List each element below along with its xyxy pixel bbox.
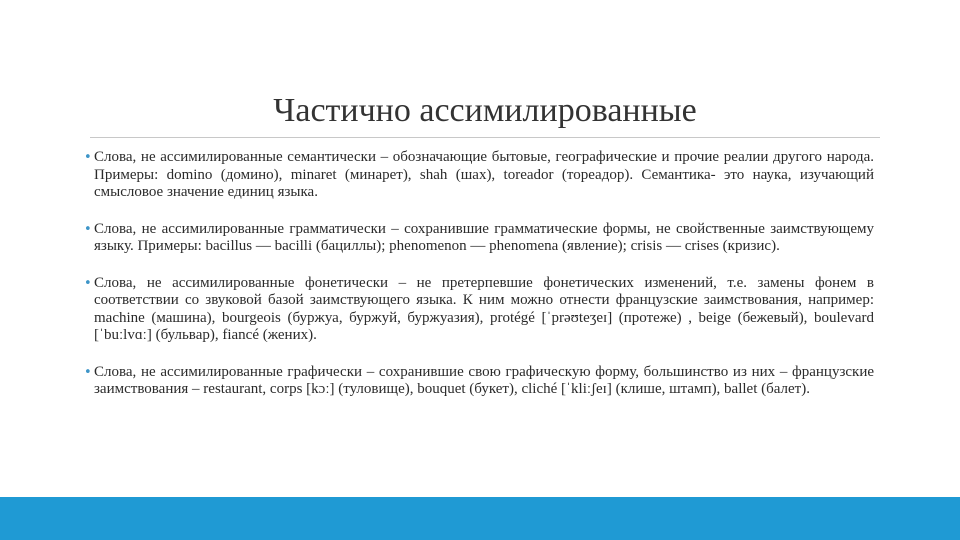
title-divider <box>90 137 880 138</box>
footer-accent-bar <box>0 497 960 540</box>
bullet-dot-icon: • <box>84 364 92 380</box>
slide-title: Частично ассимилированные <box>273 92 697 129</box>
bullet-item-grammatical <box>86 221 874 256</box>
bullet-list <box>86 149 874 418</box>
bullet-dot-icon: • <box>84 150 92 165</box>
bullet-text: Слова, не ассимилированные грамматически – сохранившие грамматические формы, не свойственные заимствующему языку. Примеры: bacillus — bacilli (бациллы); phenomenon — phenomena (явление); crisis — crises (кризис). <box>94 220 874 254</box>
bullet-item-phonetic <box>86 275 874 345</box>
bullet-item-semantic <box>86 149 874 202</box>
bullet-text: Слова, не ассимилированные графически – сохранившие свою графическую форму, большинство из них – французские заимствования – restaurant, corps [kɔː] (туловище), bouquet (букет), cliché [ˈkliːʃeɪ] (клише, штамп), ballet (балет). <box>94 363 874 397</box>
bullet-dot-icon: • <box>84 275 92 291</box>
bullet-item-graphic <box>86 364 874 399</box>
bullet-text: Слова, не ассимилированные семантически – обозначающие бытовые, географические и прочие реалии другого народа. Примеры: domino (домино), minaret (минарет), shah (шах), toreador (тореадор). Семантика- это наука, изучающий смысловое значение единиц языка. <box>94 149 874 200</box>
bullet-dot-icon: • <box>84 221 92 237</box>
bullet-text: Слова, не ассимилированные фонетически – не претерпевшие фонетических изменений, т.е. замены фонем в соответствии со звуковой базой заимствующего языка. К ним можно отнести французские заимствования, например: machine (машина), bourgeois (буржуа, буржуй, буржуазия), protégé [ˈprəʊteʒeɪ] (протеже) , beige (бежевый), boulevard [ˈbuːlvɑː] (бульвар), fiancé (жених). <box>94 274 874 343</box>
